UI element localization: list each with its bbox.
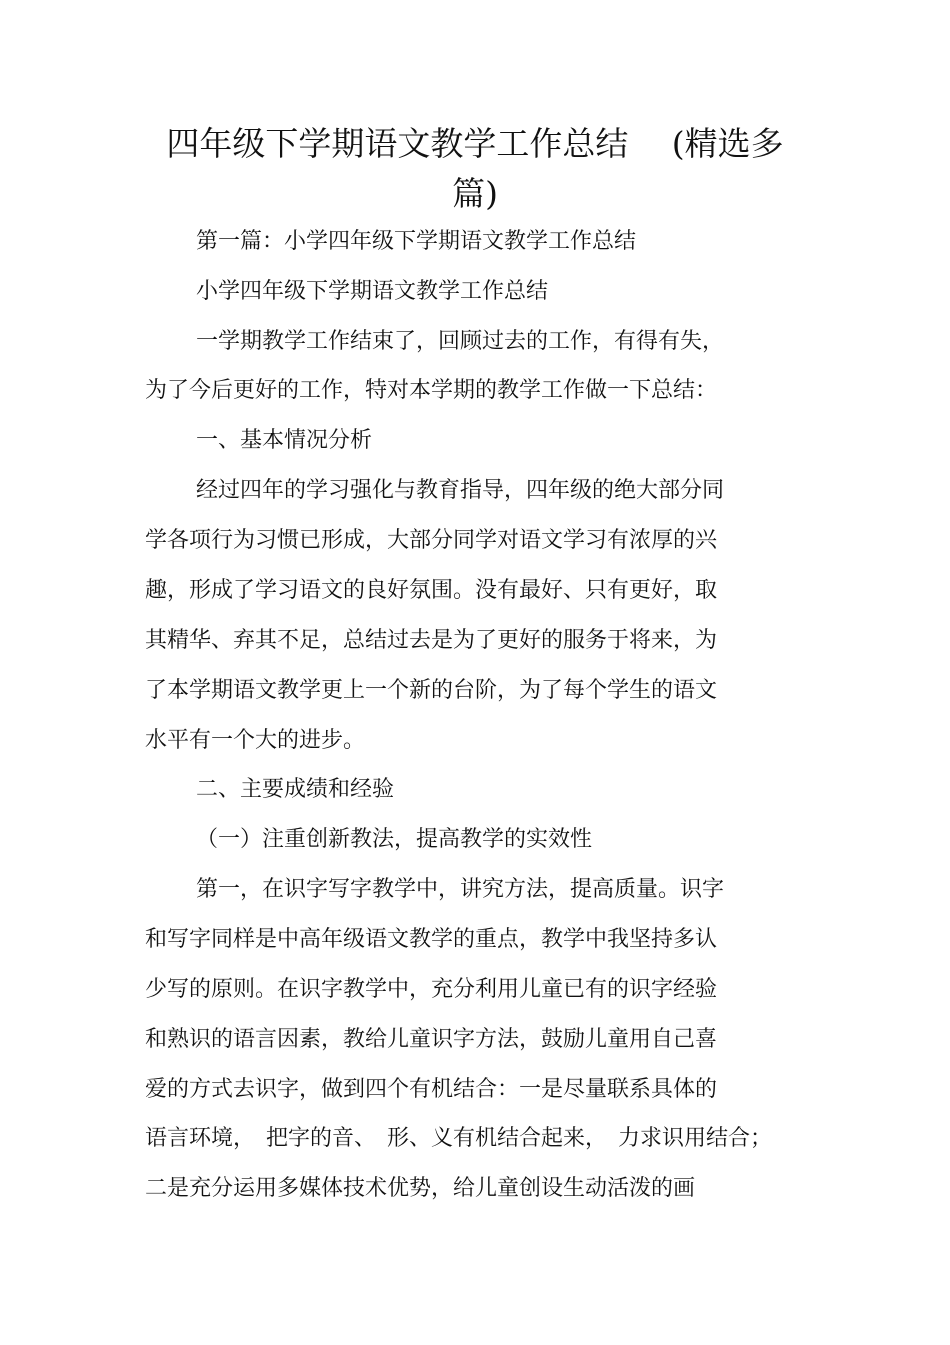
paragraph-line: 二是充分运用多媒体技术优势，给儿童创设生动活泼的画 — [145, 1176, 696, 1201]
document-title-line-2: 篇) — [452, 174, 498, 213]
section-heading: 二、主要成绩和经验 — [196, 777, 395, 802]
paragraph-line: 和熟识的语言因素，教给儿童识字方法，鼓励儿童用自己喜 — [145, 1027, 718, 1052]
subsection-heading: （一）注重创新教法，提高教学的实效性 — [196, 827, 593, 852]
paragraph-line: 语言环境， 把字的音、 形、义有机结合起来， 力求识用结合； — [145, 1126, 773, 1151]
paragraph-line: 水平有一个大的进步。 — [145, 728, 366, 753]
paragraph-line: 为了今后更好的工作，特对本学期的教学工作做一下总结： — [145, 378, 718, 403]
paragraph-line: 趣，形成了学习语文的良好氛围。没有最好、只有更好，取 — [145, 578, 718, 603]
paragraph-line: 一学期教学工作结束了，回顾过去的工作，有得有失， — [196, 329, 725, 354]
document-title-line-1: 四年级下学期语文教学工作总结 (精选多 — [166, 124, 784, 163]
paragraph-line: 爱的方式去识字，做到四个有机结合：一是尽量联系具体的 — [145, 1077, 718, 1102]
paragraph-line: 经过四年的学习强化与教育指导，四年级的绝大部分同 — [196, 478, 725, 503]
paragraph-line: 和写字同样是中高年级语文教学的重点，教学中我坚持多认 — [145, 927, 718, 952]
paragraph-line: 了本学期语文教学更上一个新的台阶，为了每个学生的语文 — [145, 678, 718, 703]
paragraph-line: 小学四年级下学期语文教学工作总结 — [196, 279, 549, 304]
section-heading: 一、基本情况分析 — [196, 428, 373, 453]
paragraph-line: 学各项行为习惯已形成，大部分同学对语文学习有浓厚的兴 — [145, 528, 718, 553]
paragraph-line: 第一篇：小学四年级下学期语文教学工作总结 — [196, 229, 637, 254]
paragraph-line: 第一，在识字写字教学中，讲究方法，提高质量。识字 — [196, 877, 725, 902]
paragraph-line: 少写的原则。在识字教学中，充分利用儿童已有的识字经验 — [145, 977, 718, 1002]
paragraph-line: 其精华、弃其不足，总结过去是为了更好的服务于将来，为 — [145, 628, 718, 653]
